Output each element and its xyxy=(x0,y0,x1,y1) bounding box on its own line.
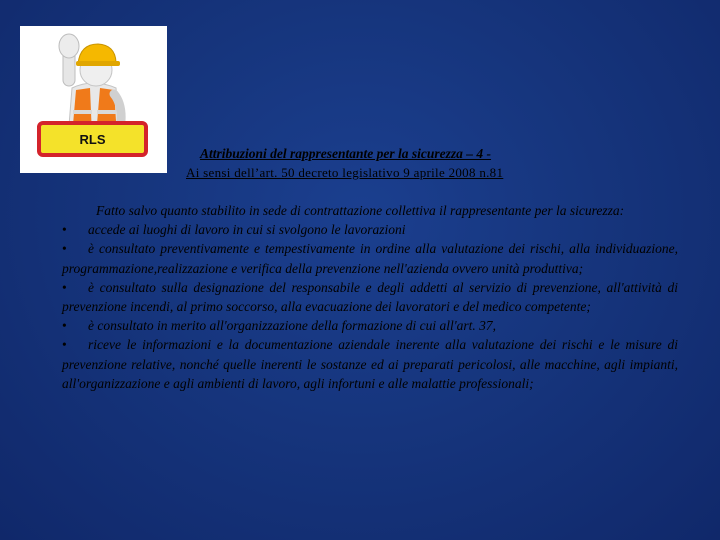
list-item-text: accede ai luoghi di lavoro in cui si svolgono le lavorazioni xyxy=(88,222,406,238)
list-item-text: è consultato preventivamente e tempestivamente in ordine alla valutazione dei rischi, alla individuazione, programmazione,realizzazione e verifica della prevenzione nell'azienda ovvero unità produttiva; xyxy=(62,241,678,276)
intro-paragraph: Fatto salvo quanto stabilito in sede di contrattazione collettiva il rappresentante per la sicurezza: xyxy=(96,203,625,218)
slide-title: Attribuzioni del rappresentante per la sicurezza – 4 - xyxy=(200,146,492,161)
list-item xyxy=(62,316,678,335)
rls-badge-label: RLS xyxy=(79,131,106,147)
list-item-text: è consultato in merito all'organizzazione della formazione di cui all'art. 37, xyxy=(88,318,497,334)
bullet-icon: • xyxy=(62,337,67,353)
bullet-icon: • xyxy=(62,241,67,257)
list-item-text: è consultato sulla designazione del responsabile e degli addetti al servizio di prevenzione, all'attività di prevenzione incendi, al primo soccorso, alla evacuazione dei lavoratori e del medico competente; xyxy=(62,279,678,315)
list-item xyxy=(62,239,678,277)
body-text xyxy=(62,201,678,393)
list-item xyxy=(62,220,678,239)
bullet-icon: • xyxy=(62,222,67,238)
bullet-icon: • xyxy=(62,279,67,295)
bullet-icon: • xyxy=(62,318,67,334)
rls-badge xyxy=(37,121,148,157)
list-item xyxy=(62,335,678,393)
rls-logo xyxy=(20,26,167,173)
list-item-text: riceve le informazioni e la documentazione aziendale inerente alla valutazione dei rischi e le misure di prevenzione relative, nonché quelle inerenti le sostanze ed ai preparati pericolosi, alle macchine, agli impianti, all'organizzazione e agli ambienti di lavoro, agli infortuni e alle malattie professionali; xyxy=(62,337,678,391)
list-item xyxy=(62,278,678,316)
slide-subtitle: Ai sensi dell’art. 50 decreto legislativo 9 aprile 2008 n.81 xyxy=(186,165,504,180)
